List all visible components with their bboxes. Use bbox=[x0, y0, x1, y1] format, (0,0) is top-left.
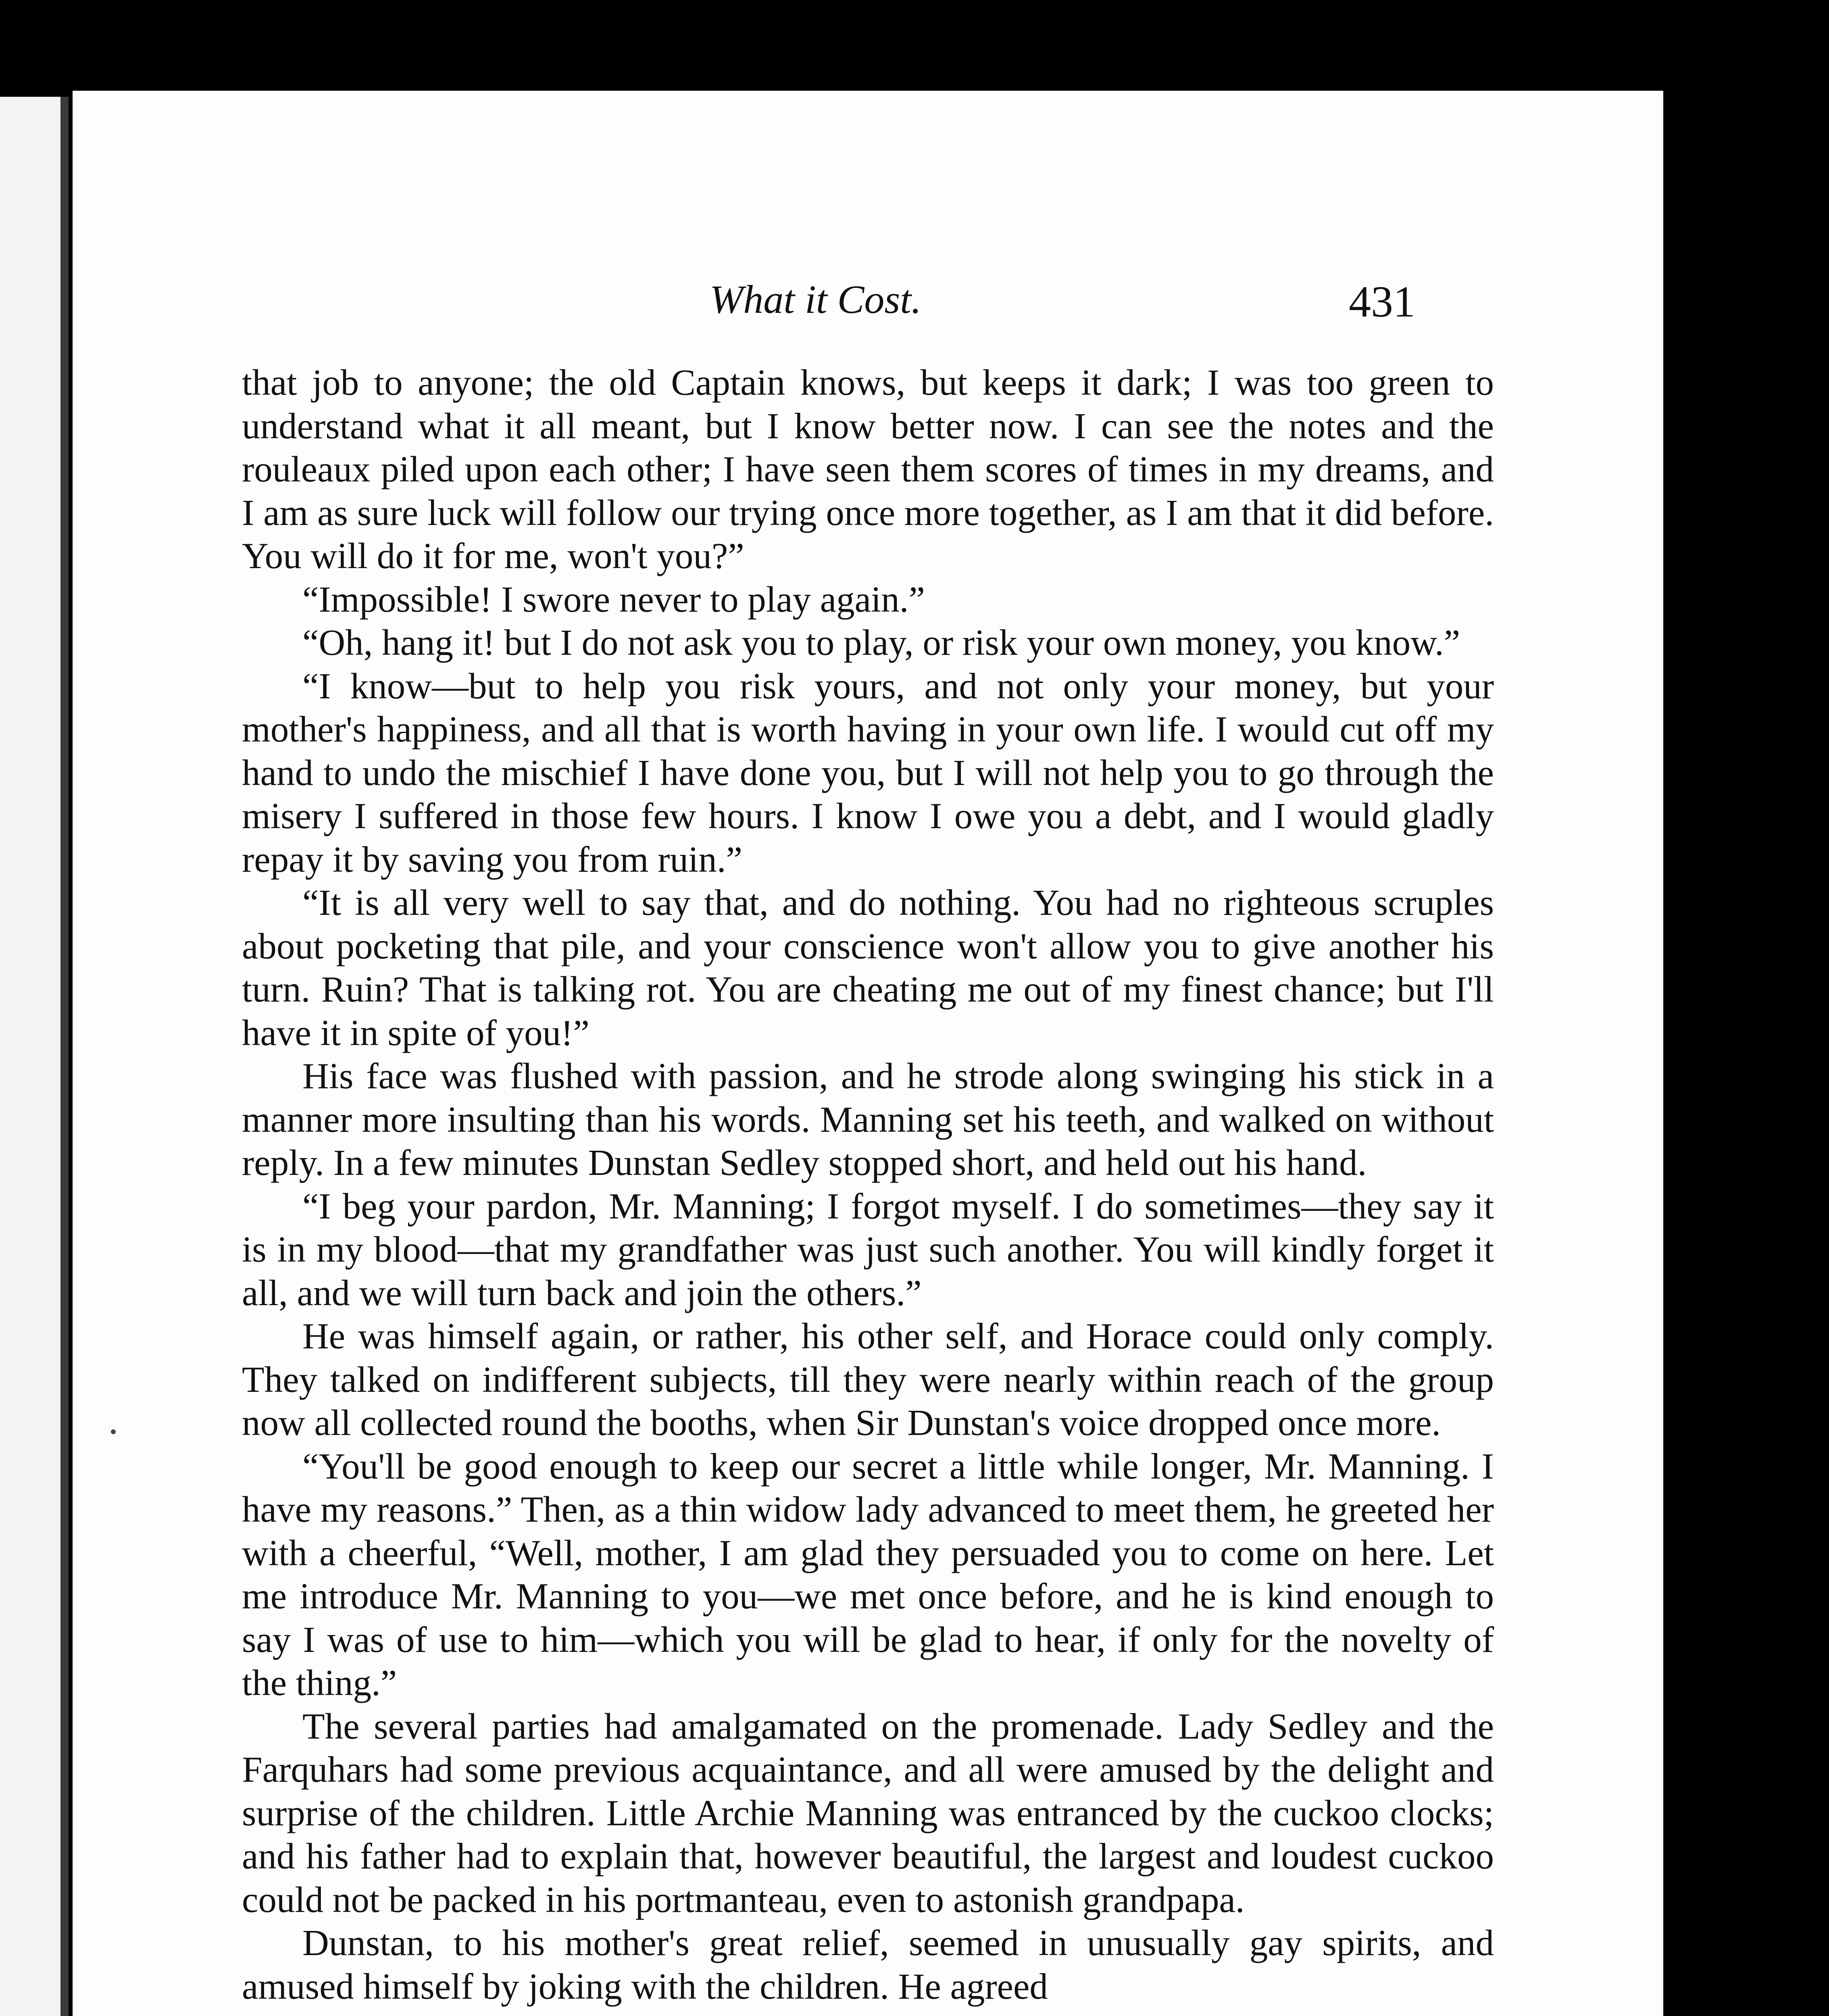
book-page bbox=[73, 91, 1663, 2016]
scan-speck bbox=[111, 1429, 116, 1434]
running-head bbox=[73, 276, 1663, 373]
running-head-title: What it Cost. bbox=[710, 277, 922, 322]
paragraph: “Oh, hang it! but I do not ask you to play, or risk your own money, you know.” bbox=[302, 622, 1460, 663]
paragraph: “You'll be good enough to keep our secret a little while longer, Mr. Manning. I have my reasons.” Then, as a thin widow lady advanced to meet them, he greeted her with a cheerful, “Well, mother, I am glad they persuaded you to come on here. Let me introduce Mr. Manning to you—we met once before, and he is kind enough to say I was of use to him—which you will be glad to hear, if only for the novelty of the thing.” bbox=[242, 1445, 1494, 1703]
body-text bbox=[242, 361, 1494, 2008]
paragraph: He was himself again, or rather, his other self, and Horace could only comply. They talked on indifferent subjects, till they were nearly within reach of the group now all collected round the booths, when Sir Dunstan's voice dropped once more. bbox=[242, 1316, 1494, 1443]
paragraph: Dunstan, to his mother's great relief, seemed in unusually gay spirits, and amused himself by joking with the children. He agreed bbox=[242, 1922, 1494, 2007]
paragraph: The several parties had amalgamated on the promenade. Lady Sedley and the Farquhars had some previous acquaintance, and all were amused by the delight and surprise of the children. Little Archie Manning was entranced by the cuckoo clocks; and his father had to explain that, however beautiful, the largest and loudest cuckoo could not be packed in his portmanteau, even to astonish grandpapa. bbox=[242, 1706, 1494, 1920]
page-number: 431 bbox=[1349, 277, 1415, 326]
paragraph: “I beg your pardon, Mr. Manning; I forgot myself. I do sometimes—they say it is in my blood—that my grandfather was just such another. You will kindly forget it all, and we will turn back and join the others.” bbox=[242, 1185, 1494, 1313]
facing-page-edge bbox=[0, 97, 60, 2016]
paragraph: that job to anyone; the old Captain knows, but keeps it dark; I was too green to understand what it all meant, but I know better now. I can see the notes and the rouleaux piled upon each other; I have seen them scores of times in my dreams, and I am as sure luck will follow our trying once more together, as I am that it did before. You will do it for me, won't you?” bbox=[242, 362, 1494, 576]
paragraph: “It is all very well to say that, and do nothing. You had no righteous scruples about pocketing that pile, and your conscience won't allow you to give another his turn. Ruin? That is talking rot. You are cheating me out of my finest chance; but I'll have it in spite of you!” bbox=[242, 882, 1494, 1053]
paragraph: His face was flushed with passion, and he strode along swinging his stick in a manner more insulting than his words. Manning set his teeth, and walked on without reply. In a few minutes Dunstan Sedley stopped short, and held out his hand. bbox=[242, 1056, 1494, 1183]
paragraph: “I know—but to help you risk yours, and not only your money, but your mother's happiness, and all that is worth having in your own life. I would cut off my hand to undo the mischief I have done you, but I will not help you to go through the misery I suffered in those few hours. I know I owe you a debt, and I would gladly repay it by saving you from ruin.” bbox=[242, 665, 1494, 880]
paragraph: “Impossible! I swore never to play again.” bbox=[302, 579, 925, 620]
binding-shadow bbox=[60, 97, 69, 2016]
